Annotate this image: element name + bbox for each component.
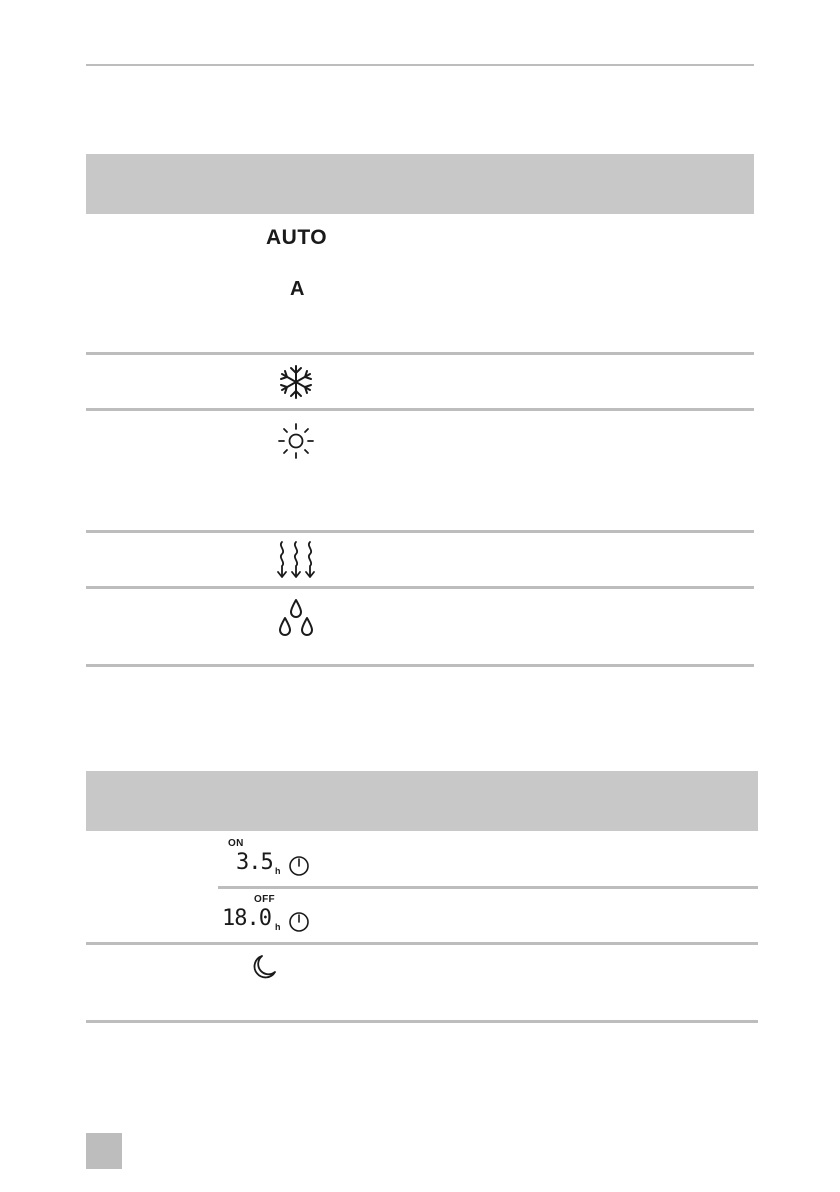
hour-unit: h [275,866,281,876]
row-divider [86,942,758,945]
clock-icon [288,911,310,933]
timer-on-label: ON [228,838,244,849]
timer-table-header [86,771,758,831]
row-divider [86,352,754,355]
row-divider [86,586,754,589]
auto-mode-sub-label: A [290,278,305,300]
top-rule [86,64,754,66]
snowflake-icon [278,364,314,400]
sub-row-divider [218,886,758,889]
row-divider [86,530,754,533]
auto-mode-label: AUTO [266,226,328,249]
table-bottom-rule [86,1020,758,1023]
table-bottom-rule [86,664,754,667]
clock-icon [288,855,310,877]
page-number-box [86,1133,122,1169]
water-drops-icon [276,598,316,638]
row-divider [86,408,754,411]
timer-on-display: 3.5 [236,850,273,875]
timer-off-label: OFF [254,894,275,905]
sun-icon [277,422,315,460]
hour-unit: h [275,922,281,932]
timer-off-display: 18.0 [222,906,271,931]
moon-icon [250,953,278,981]
heat-waves-icon [274,540,318,582]
mode-table-header [86,154,754,214]
